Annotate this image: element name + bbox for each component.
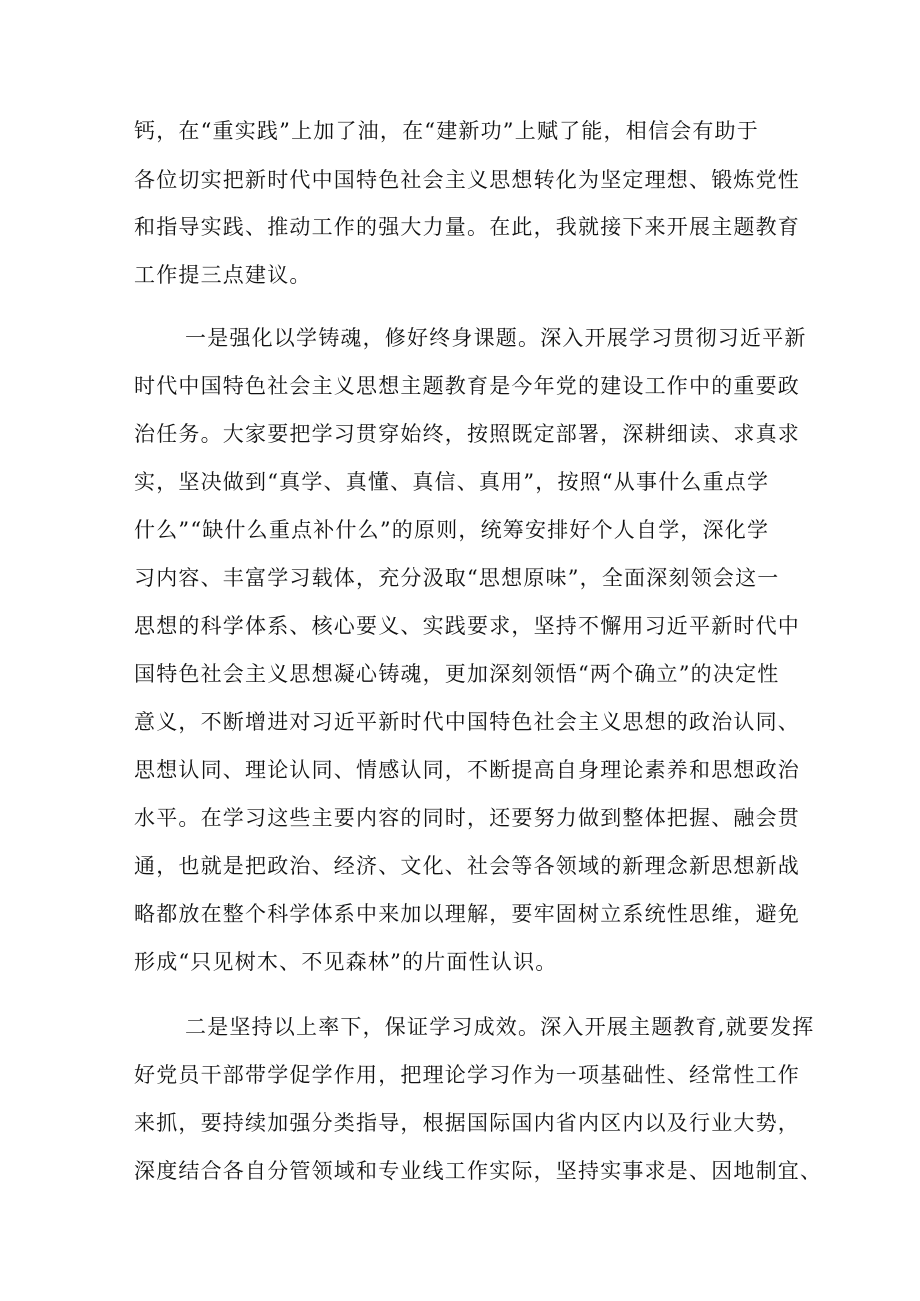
text-line: 思想的科学体系、核心要义、实践要求，坚持不懈用习近平新时代中 [134, 614, 800, 638]
text-line: 通，也就是把政治、经济、文化、社会等各领域的新理念新思想新战 [134, 854, 800, 878]
text-line: 好党员干部带学促学作用，把理论学习作为一项基础性、经常性工作 [134, 1063, 800, 1087]
text-line: 工作提三点建议。 [134, 263, 312, 287]
text-line: 思想认同、理论认同、情感认同，不断提高自身理论素养和思想政治 [134, 758, 800, 782]
paragraph-one-heading-line: 一是强化以学铸魂，修好终身课题。深入开展学习贯彻习近平新 [185, 326, 807, 350]
text-line: 实，坚决做到“真学、真懂、真信、真用”，按照“从事什么重点学 [134, 470, 770, 494]
text-line: 水平。在学习这些主要内容的同时，还要努力做到整体把握、融会贯 [134, 806, 800, 830]
text-line: 形成“只见树木、不见森林”的片面性认识。 [134, 950, 558, 974]
text-line: 来抓，要持续加强分类指导，根据国际国内省内区内以及行业大势， [134, 1111, 800, 1135]
text-line: 略都放在整个科学体系中来加以理解，要牢固树立系统性思维，避免 [134, 902, 800, 926]
text-line: 国特色社会主义思想凝心铸魂，更加深刻领悟“两个确立”的决定性 [134, 662, 780, 686]
text-line: 习内容、丰富学习载体，充分汲取“思想原味”，全面深刻领会这一 [134, 566, 780, 590]
text-line: 时代中国特色社会主义思想主题教育是今年党的建设工作中的重要政 [134, 374, 800, 398]
text-line: 各位切实把新时代中国特色社会主义思想转化为坚定理想、锻炼党性 [134, 168, 800, 192]
text-line: 意义，不断增进对习近平新时代中国特色社会主义思想的政治认同、 [134, 710, 800, 734]
text-line: 什么”“缺什么重点补什么”的原则，统筹安排好个人自学，深化学 [134, 518, 770, 542]
text-line: 深度结合各自分管领域和专业线工作实际，坚持实事求是、因地制宜、 [134, 1159, 823, 1183]
paragraph-two-heading-line: 二是坚持以上率下，保证学习成效。深入开展主题教育,就要发挥 [185, 1015, 815, 1039]
text-line: 和指导实践、推动工作的强大力量。在此，我就接下来开展主题教育 [134, 215, 800, 239]
text-line: 钙，在“重实践”上加了油，在“建新功”上赋了能，相信会有助于 [134, 119, 759, 143]
text-line: 治任务。大家要把学习贯穿始终，按照既定部署，深耕细读、求真求 [134, 422, 800, 446]
